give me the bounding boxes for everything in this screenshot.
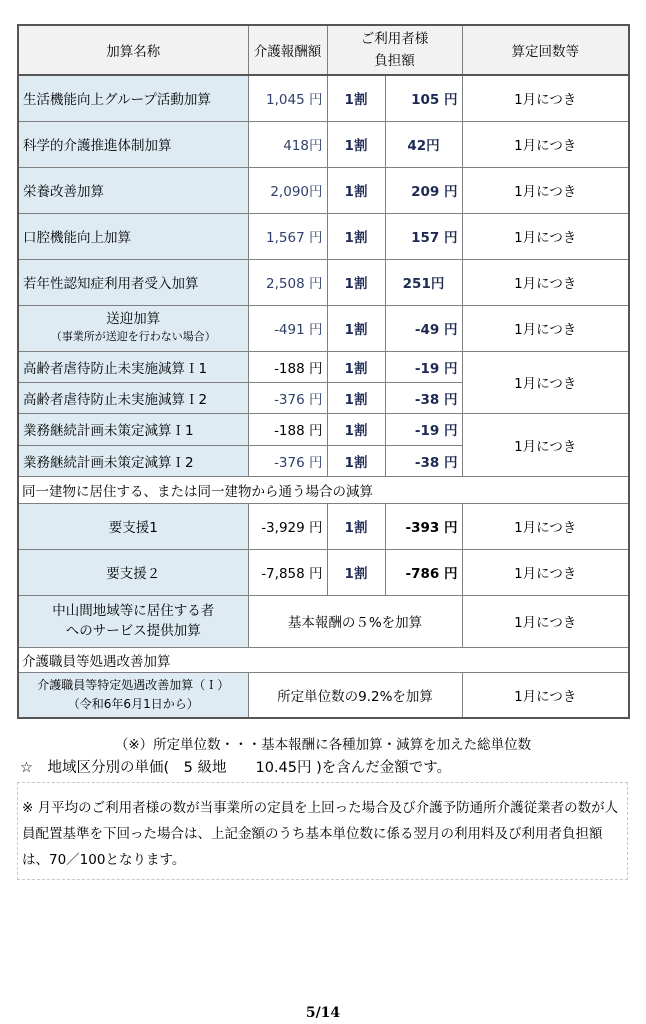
row-fee: -7,858 円 <box>248 549 327 595</box>
row-frequency: 1月につき <box>462 549 629 595</box>
table-row <box>18 259 629 305</box>
table-row <box>18 672 629 718</box>
row-name <box>18 305 248 351</box>
row-burden: -38 円 <box>385 382 462 413</box>
capacity-note-box <box>17 782 628 880</box>
row-fee: -491 円 <box>248 305 327 351</box>
row-fee: -376 円 <box>248 382 327 413</box>
row-name: 高齢者虐待防止未実施減算Ｉ2 <box>18 382 248 413</box>
table-row <box>18 167 629 213</box>
row-name: 生活機能向上グループ活動加算 <box>18 75 248 121</box>
row-frequency: 1月につき <box>462 595 629 647</box>
row-name: 科学的介護推進体制加算 <box>18 121 248 167</box>
mountain-value: 基本報酬の５%を加算 <box>248 595 462 647</box>
row-rate: 1割 <box>327 213 385 259</box>
row-fee: 1,045 円 <box>248 75 327 121</box>
row-frequency: 1月につき <box>462 413 629 476</box>
section-row <box>18 647 629 672</box>
region-note: ☆ 地域区分別の単価( 5 級地 10.45円 )を含んだ金額です。 <box>20 760 452 776</box>
treatment-title: 介護職員等処遇改善加算 <box>18 647 629 672</box>
row-frequency: 1月につき <box>462 672 629 718</box>
section-row <box>18 476 629 503</box>
same-building-title: 同一建物に居住する、または同一建物から通う場合の減算 <box>18 476 629 503</box>
row-frequency: 1月につき <box>462 503 629 549</box>
row-rate: 1割 <box>327 382 385 413</box>
row-burden: 251円 <box>385 259 462 305</box>
row-rate: 1割 <box>327 305 385 351</box>
row-frequency: 1月につき <box>462 259 629 305</box>
row-fee: 418円 <box>248 121 327 167</box>
unit-note: （※）所定単位数・・・基本報酬に各種加算・減算を加えた総単位数 <box>114 737 532 753</box>
row-name: 業務継続計画未策定減算Ｉ2 <box>18 445 248 476</box>
row-fee: 2,508 円 <box>248 259 327 305</box>
row-burden: -49 円 <box>385 305 462 351</box>
treatment-name-line2: （令和6年6月1日から） <box>67 696 199 711</box>
header-name: 加算名称 <box>18 25 248 75</box>
table-row <box>18 595 629 647</box>
mountain-name-line1: 中山間地域等に居住する者 <box>52 603 215 619</box>
mountain-name <box>18 595 248 647</box>
treatment-value: 所定単位数の9.2%を加算 <box>248 672 462 718</box>
row-burden: -393 円 <box>385 503 462 549</box>
row-name: 口腔機能向上加算 <box>18 213 248 259</box>
table-row <box>18 413 629 445</box>
header-burden-line2: 負担額 <box>374 53 415 69</box>
row-rate: 1割 <box>327 259 385 305</box>
row-burden: -19 円 <box>385 351 462 382</box>
row-burden: 157 円 <box>385 213 462 259</box>
row-burden: 209 円 <box>385 167 462 213</box>
row-fee: 1,567 円 <box>248 213 327 259</box>
row-fee: 2,090円 <box>248 167 327 213</box>
row-fee: -188 円 <box>248 413 327 445</box>
row-frequency: 1月につき <box>462 75 629 121</box>
row-burden: 105 円 <box>385 75 462 121</box>
row-name: 要支援２ <box>18 549 248 595</box>
page-number: 5/14 <box>305 1005 341 1021</box>
table-header-row <box>18 25 629 75</box>
header-fee: 介護報酬額 <box>248 25 327 75</box>
row-name-main: 送迎加算 <box>106 311 161 327</box>
fee-table <box>17 24 630 719</box>
row-frequency: 1月につき <box>462 121 629 167</box>
table-row <box>18 121 629 167</box>
table-row <box>18 305 629 351</box>
row-burden: -19 円 <box>385 413 462 445</box>
mountain-name-line2: へのサービス提供加算 <box>65 623 201 639</box>
row-rate: 1割 <box>327 351 385 382</box>
row-name: 要支援1 <box>18 503 248 549</box>
row-fee: -3,929 円 <box>248 503 327 549</box>
row-fee: -188 円 <box>248 351 327 382</box>
row-burden: -786 円 <box>385 549 462 595</box>
row-name: 業務継続計画未策定減算Ｉ1 <box>18 413 248 445</box>
treatment-name <box>18 672 248 718</box>
row-burden: 42円 <box>385 121 462 167</box>
table-row <box>18 549 629 595</box>
row-rate: 1割 <box>327 503 385 549</box>
row-rate: 1割 <box>327 445 385 476</box>
row-rate: 1割 <box>327 121 385 167</box>
treatment-name-line1: 介護職員等特定処遇改善加算（Ｉ） <box>37 677 230 692</box>
row-frequency: 1月につき <box>462 167 629 213</box>
table-row <box>18 75 629 121</box>
row-name: 高齢者虐待防止未実施減算Ｉ1 <box>18 351 248 382</box>
row-fee: -376 円 <box>248 445 327 476</box>
row-frequency: 1月につき <box>462 351 629 413</box>
row-rate: 1割 <box>327 549 385 595</box>
row-frequency: 1月につき <box>462 305 629 351</box>
row-rate: 1割 <box>327 75 385 121</box>
table-row <box>18 351 629 382</box>
row-rate: 1割 <box>327 413 385 445</box>
row-burden: -38 円 <box>385 445 462 476</box>
row-name-sub: （事業所が送迎を行わない場合） <box>50 330 216 343</box>
table-row <box>18 503 629 549</box>
capacity-note: ※ 月平均のご利用者様の数が当事業所の定員を上回った場合及び介護予防通所介護従業者の数が人員配置基準を下回った場合は、上記金額のうち基本単位数に係る翌月の利用料及び利用者負担額は、70／100となります。 <box>22 800 619 868</box>
row-name: 栄養改善加算 <box>18 167 248 213</box>
row-frequency: 1月につき <box>462 213 629 259</box>
row-rate: 1割 <box>327 167 385 213</box>
header-burden-line1: ご利用者様 <box>360 31 429 47</box>
row-name: 若年性認知症利用者受入加算 <box>18 259 248 305</box>
header-burden <box>327 25 462 75</box>
header-frequency: 算定回数等 <box>462 25 629 75</box>
table-row <box>18 213 629 259</box>
